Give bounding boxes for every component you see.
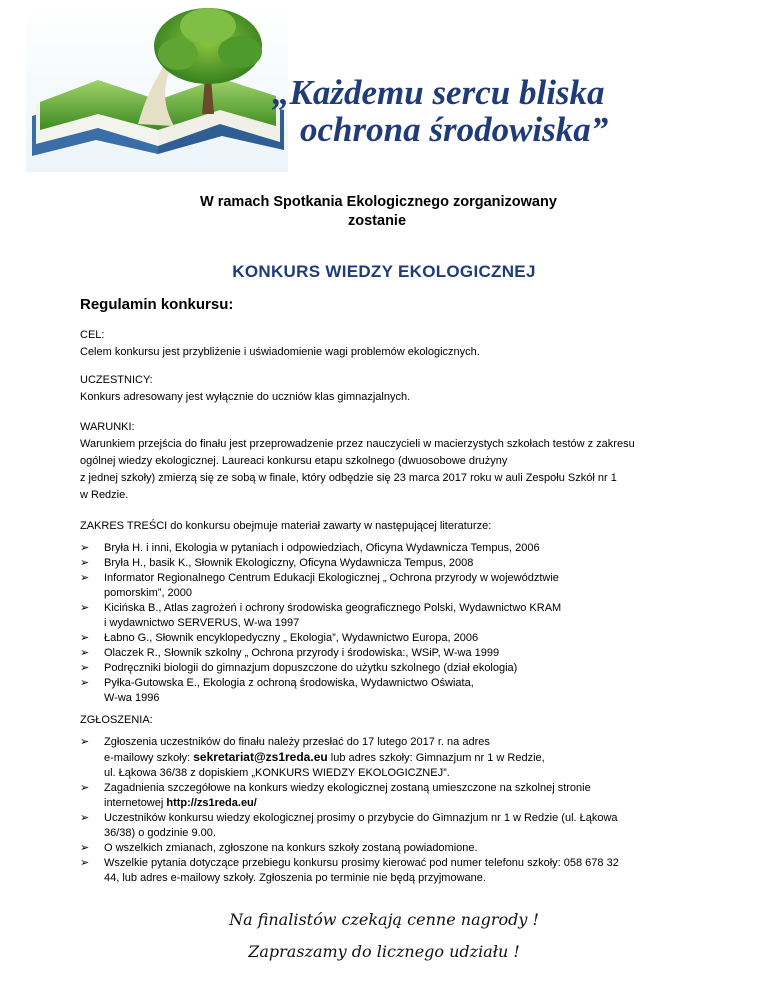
arrow-bullet-icon: ➢	[80, 662, 90, 674]
list-item: ➢ Bryła H., basik K., Słownik Ekologiczny, Oficyna Wydawnicza Tempus, 2008	[80, 557, 474, 569]
cel-text: Celem konkursu jest przybliżenie i uświadomienie wagi problemów ekologicznych.	[80, 346, 480, 358]
warunki-label: WARUNKI:	[80, 421, 135, 433]
arrow-bullet-icon: ➢	[80, 572, 90, 584]
arrow-bullet-icon: ➢	[80, 557, 90, 569]
intro-line-1: W ramach Spotkania Ekologicznego zorganizowany	[200, 194, 557, 210]
footer-prizes: Na finalistów czekają cenne nagrody !	[229, 910, 539, 929]
arrow-bullet-icon: ➢	[80, 812, 90, 824]
slogan-heading	[272, 74, 692, 148]
uczestnicy-text: Konkurs adresowany jest wyłącznie do uczniów klas gimnazjalnych.	[80, 391, 411, 403]
warunki-line: w Redzie.	[80, 489, 129, 501]
arrow-bullet-icon: ➢	[80, 842, 90, 854]
list-item: ➢ Informator Regionalnego Centrum Edukacji Ekologicznej „ Ochrona przyrody w województwie pomorskim”, 2000	[80, 572, 559, 599]
zgloszenia-list	[80, 735, 690, 886]
footer-invite: Zapraszamy do licznego udziału !	[248, 942, 520, 961]
arrow-bullet-icon: ➢	[80, 632, 90, 644]
warunki-line: Warunkiem przejścia do finału jest przeprowadzenie przez nauczycieli w macierzystych szkołach testów z zakresu	[80, 438, 635, 450]
school-website-link[interactable]: http://zs1reda.eu/	[166, 797, 257, 809]
list-item: ➢ Olaczek R., Słownik szkolny „ Ochrona przyrody i środowiska:, WSiP, W-wa 1999	[80, 647, 500, 659]
zakres-intro: ZAKRES TREŚCI do konkursu obejmuje materiał zawarty w następującej literaturze:	[80, 520, 492, 532]
list-item: ➢ Pyłka-Gutowska E., Ekologia z ochroną środowiska, Wydawnictwo Oświata, W-wa 1996	[80, 677, 474, 704]
list-item: ➢ Uczestników konkursu wiedzy ekologicznej prosimy o przybycie do Gimnazjum nr 1 w Redzie (ul. Łąkowa 36/38) o godzinie 9.00.	[80, 812, 618, 839]
cel-section	[80, 327, 700, 361]
arrow-bullet-icon: ➢	[80, 782, 90, 794]
arrow-bullet-icon: ➢	[80, 542, 90, 554]
list-item: ➢ Podręczniki biologii do gimnazjum dopuszczone do użytku szkolnego (dział ekologia)	[80, 662, 518, 674]
school-email-link[interactable]: sekretariat@zs1reda.eu	[193, 750, 328, 764]
slogan-line-1: „Każdemu sercu bliska	[272, 73, 605, 112]
list-item: ➢ Łabno G., Słownik encyklopedyczny „ Ekologia”, Wydawnictwo Europa, 2006	[80, 632, 479, 644]
warunki-section	[80, 419, 700, 504]
warunki-line: z jednej szkoły) zmierzą się ze sobą w finale, który odbędzie się 23 marca 2017 roku w auli Zespołu Szkół nr 1	[80, 472, 617, 484]
zgloszenia-label: ZGŁOSZENIA:	[80, 714, 153, 726]
list-item: ➢ Zagadnienia szczegółowe na konkurs wiedzy ekologicznej zostaną umieszczone na szkolnej stronie internetowej http://zs1reda.eu/	[80, 782, 591, 809]
slogan-line-2: ochrona środowiska”	[300, 110, 609, 149]
intro-text	[200, 193, 670, 231]
arrow-bullet-icon: ➢	[80, 857, 90, 869]
intro-line-2: zostanie	[348, 213, 407, 229]
book-tree-illustration	[26, 4, 288, 172]
uczestnicy-label: UCZESTNICY:	[80, 374, 153, 386]
arrow-bullet-icon: ➢	[80, 647, 90, 659]
page-title: KONKURS WIEDZY EKOLOGICZNEJ	[232, 262, 536, 281]
arrow-bullet-icon: ➢	[80, 736, 90, 748]
warunki-line: ogólnej wiedzy ekologicznej. Laureaci konkursu etapu szkolnego (dwuosobowe drużyny	[80, 455, 508, 467]
list-item: ➢ Bryła H. i inni, Ekologia w pytaniach i odpowiedziach, Oficyna Wydawnicza Tempus, 2006	[80, 542, 540, 554]
list-item: ➢ Wszelkie pytania dotyczące przebiegu konkursu prosimy kierować pod numer telefonu szkoły: 058 678 32 44, lub adres e-mailowy szkoły. Zgłoszenia po terminie nie będą przyjmowane.	[80, 857, 619, 884]
list-item: ➢ O wszelkich zmianach, zgłoszone na konkurs szkoły zostaną powiadomione.	[80, 842, 478, 854]
arrow-bullet-icon: ➢	[80, 677, 90, 689]
regulamin-heading: Regulamin konkursu:	[80, 296, 234, 313]
list-item: ➢ Zgłoszenia uczestników do finału należy przesłać do 17 lutego 2017 r. na adres e-mailowy szkoły: sekretariat@zs1reda.eu lub adres szkoły: Gimnazjum nr 1 w Redzie, ul. Łąkowa 36/38 z dopiskiem „KONKURS WIEDZY EKOLOGICZNEJ”.	[80, 736, 545, 779]
uczestnicy-section	[80, 372, 700, 406]
literature-list	[80, 541, 690, 706]
list-item: ➢ Kicińska B., Atlas zagrożeń i ochrony środowiska geograficznego Polski, Wydawnictwo KRAM i wydawnictwo SERVERUS, W-wa 1997	[80, 602, 562, 629]
arrow-bullet-icon: ➢	[80, 602, 90, 614]
cel-label: CEL:	[80, 329, 105, 341]
